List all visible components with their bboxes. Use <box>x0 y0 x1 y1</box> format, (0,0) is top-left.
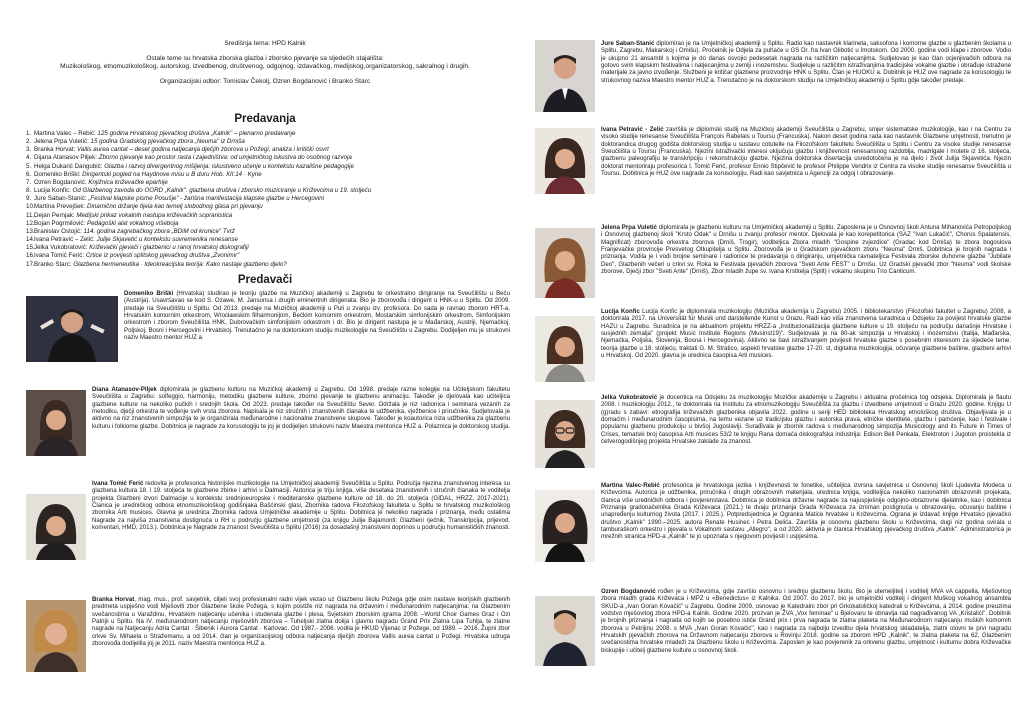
talk-title: Dinamično držanje tijela kao temelj slobodnog glasa pri pjevanju <box>86 203 263 211</box>
talk-author: Dejan Pernjak: <box>34 211 75 219</box>
photo-tomic <box>26 494 86 560</box>
talk-number: 10. <box>26 203 35 211</box>
talk-title: Julije Skjavetić u kontekstu suvremenika renesanse <box>96 236 238 244</box>
bio-horvat-body: , mag. mus., prof. savjetnik, ciljeli svoj profesionalni radni vijek vezao uz Glazbenu školu Požega gdje osim nastave teorijskih glazbenih predmeta uspješno vodi Mješoviti zbor Glazbene škole Požega, s kojim postiže niz nagrada na državnim i međunarodnim natjecanjima: na Glazbenim svečanostima u Varaždinu, Hrvatskim natjecanju učenika i studenata glazbe i plesa, Svjetskim zborskim igrama 2008. –World Choir Games Graz i Ozi Patrijii u Splitu. Na IV. međunarodnom natjecanju mješovitih zborova – Tuheljski zlatna dolija i glavnu nagradu Grand Prix Zlatna Lipa Tuhlja, te zlatne nagrade na Natjecanju Adria Cantat · Šibenik i Aurora Cantat · Karlovac. Od 1987.- 2006. vodila je HKUD Vijenac iz Požege, od 1989. – 2016. Župni zbor crkve Sv. Mihaela u Stražemanu, a od 2014. član je organizacijskog odbora natjecanja dječjih zborova Vallis aurea cantat u Požegi. Hrvatska udruga zborovođa dodijelila joj je 2011. naziv Maestra mentorica HUZ a. <box>92 596 510 648</box>
talk-title: Pedagoški alat vokalnog višeboja <box>86 219 179 227</box>
talk-item <box>26 220 496 228</box>
bio-atanasov-text <box>92 386 510 472</box>
talk-title: Vallis aurea cantat – deset godina natjecanja dječjih zborova u Požegi, analiza i kritički osvrt <box>77 146 329 154</box>
talk-author: Bojan Pogrmilović: <box>34 219 86 227</box>
talk-author: Jelena Prpa Vuletić: <box>34 138 89 146</box>
photo-atanasov <box>26 390 86 456</box>
photo-konfic <box>535 316 595 382</box>
talk-author: Ozren Bogdanović: <box>34 178 87 186</box>
photo-petravic <box>535 128 595 194</box>
photo-valec <box>535 490 595 562</box>
talk-item <box>26 195 496 203</box>
bio-tomic-name: Ivana Tomić Ferić <box>92 480 144 487</box>
bio-bogdanovic-text <box>601 588 1011 722</box>
talk-number: 6. <box>26 170 32 178</box>
bio-saban-body: diplomirao je na Umjetničkoj akademiji u Splitu. Radio kao nastavnik klarineta, saksofona i komorne glazbe u glazbenim školama u Splitu, Zagrebu, Makarskoj i Omišu). Pročelnik je Odjela za puhače u GS Dr. fra Ivan Glibotić u Imotskom. Od 2000. godine vodi klape i zborove. Vodio je ukupno 21 ansambl s kojima je do danas osvojio pedesetak nagrada na različitim natjecanjima. Sudjelovao je kao član ocjenjivačkih odbora na gotovo svim klapskim festivalima i natjecanjima u zemlji i inozemstvu. Sudjeluje u različitim istraživanjima tradicijske vokalne glazbe i obrađuje istražene materijale za javno izvođenje. Službeni je kritičar glazbene proizvodnje HNK u Splitu. Član je HUOKU a. Dobitnik je HUZ ove nagrade za korusologiju te strukovnog naziva Maestro mentor HUZ a. Trenutačno je na doktorskom studiju na Umjetničkoj akademiji u Splitu gdje također predaje. <box>601 40 1011 84</box>
bio-valec-text <box>601 482 1011 586</box>
talk-item <box>26 130 496 138</box>
talk-number: 15. <box>26 244 35 252</box>
talk-title: 125 godina Hrvatskog pjevačkog društva „Kalnik" – plenarno predavanje <box>97 130 296 137</box>
bio-horvat-name: Branka Horvat <box>92 596 135 603</box>
talk-item <box>26 236 496 244</box>
bio-tomic-body: redovita je profesorica historijske muzikologije na Umjetničkoj akademiji Sveučilišta u Splitu. Područja njezina znanstvenog interesa su glazbena kultura 18. i 19. stoljeća te glazbene zbirke i arhivi u Dalmaciji. Autorica je triju knjiga, više desetaka znanstvenih i stručnih članaka te voditelja projekta Glazbeni izvori Dalmacije u kontekstu srednjoeuropske i mediteranske glazbene kulture od 18. do 20. stoljeća (GIDAL, HRZZ, 2017-2021). Članica je uredničkog odbora etnomuzikološkog godišnjaka Bašćinski glasi, Zbornika radova Filozofskog fakulteta u Splitu te hrvatskog muzikološkog zbornika Arti musices. Glavna je urednica Zbornika radova Umjetničke akademije u Splitu. Dobitnica je nekoliko nagrada i priznanja, među ostalima Nagrade za najviša znanstvena dostignuća u RH u području glazbene umjetnosti (za knjigu Julije Bajamonti: Glazbeni rječnik. Transkripcija, prijevod, komentari, HMD, 2013.). Dobitnica je Nagrade za znanost Sveučilišta u Splitu (2016) za dosadašnji znanstveni doprinos u području humanističkih znanosti. <box>92 480 510 532</box>
talk-title: 114. godina zagrebačkog zbora „BDiM od krunice" Tvrž <box>83 227 235 235</box>
bio-vukobratovic-text <box>601 394 1011 480</box>
central-theme: Središnja tema: HPD Kalnik <box>224 40 306 47</box>
talk-item <box>26 203 496 211</box>
talks-heading: Predavanja <box>234 113 296 125</box>
talk-author: Domeniko Briški: <box>34 170 81 178</box>
talk-author: Branko Starc: <box>34 260 72 268</box>
bio-valec <box>527 482 1011 586</box>
bio-bogdanovic-name: Ozren Bogdanović <box>601 588 656 595</box>
talk-number: 17. <box>26 260 35 268</box>
talk-number: 5. <box>26 162 32 170</box>
photo-bogdanovic <box>535 596 595 666</box>
bio-vukobratovic-body: je docentica na Odsjeku za muzikologiju Muzičke akademije u Zagrebu i aktualna pročelnica tog odsjeka. Diplomirala je flautu 2008. i muzikologiju 2012., te doktorirala na Institutu za etnomuzikologiju Sveučilišta za glazbu i izvedbene umjetnosti u Grazu 2020. godine. Knjigu U (g)radu s zabavi: etnografija križevačkih glazbenika objavila 2022. godine u seriji HED biblioteka Hrvatskog etnološkog društva. Objavljivala je u domaćim i međunarodnim časopisima, na temu vezane uz tradicijsku glazbu i autorska prava, etničke identitete, glazbu i pamćenje, kao i festivale i popularnu glazbenu produkciju u bivšoj Jugoslaviji. Surađivala je zbornik radova s međunarodnog simpozija Musicology and its Future in Times of Crises, tematski broj časopisa Arti musices 53/2 te knjigu Rana domaća diskografska industrija: Edison Bell Penkala, Elektroton i Jugoton proistekla iz četverogodišnjeg projekta Hrvatske zaklade za znanost. <box>601 394 1011 446</box>
bio-prpa-name: Jelena Prpa Vuletić <box>601 224 657 231</box>
talk-author: Martina Valec – Rebić: <box>34 130 96 137</box>
talk-item <box>26 212 496 220</box>
talk-title: Glazba i razvoj divergentnog mišljenja: iskustveno učenje u kontekstu kazališne pedagogije <box>104 162 354 170</box>
talk-title: Od Glazbenog zavoda do OORD „Kalnik": glazbena društva i zborsko muziciranje u Križevcima u 19. stoljeću <box>72 187 372 195</box>
photo-saban <box>535 40 595 112</box>
talk-author: Branka Horvat: <box>34 146 76 154</box>
talk-item <box>26 252 496 260</box>
talk-number: 8. <box>26 187 32 195</box>
talk-number: 13. <box>26 227 35 235</box>
talk-author: Helga Dukarić Dangubić: <box>34 162 103 170</box>
talk-number: 14. <box>26 236 35 244</box>
bio-prpa <box>527 224 1011 306</box>
talk-author: Branislav Ostojić: <box>34 227 82 235</box>
talk-title: Zborno pjevanje kao prostor rasta i zajedništva: od umjetničkog iskustva do osobnog razvoja <box>98 154 352 162</box>
bio-atanasov <box>20 386 510 472</box>
talk-title: Dirigentski pogled na Haydnove misu u B duru Hob. XII:14 · Kyrie <box>82 170 262 178</box>
bio-saban-name: Jure Šaban-Stanić <box>601 40 655 47</box>
talk-item <box>26 154 496 162</box>
bio-saban <box>527 40 1011 122</box>
speakers-heading: Predavači <box>237 274 293 286</box>
bio-saban-text <box>601 40 1011 122</box>
bio-vukobratovic-name: Jelka Vukobratović <box>601 394 658 401</box>
bio-horvat <box>20 596 510 722</box>
bio-konfic-body: Lucija Konfic je diplomirala muzikologiju (Muzička akademija u Zagrebu) 2005. i bibliotekarstvo (Filozofski fakultet u Zagrebu) 2008, a doktorirala 2017. na Universität für Musik und darstellende Kunst u Grazu. Radi kao viša znanstvena suradnica u Odsjeku za povijest hrvatske glazbe HAZU u Zagrebu. Suradnica je na aktualnom projektu HRZZ-a „Institucionalizacija glazbene kulture u 19. stoljeću na području današnje Hrvatske i susjednih zemalja" (projekt Music Institute Regions (Musinst19)". Sudjelovala je na 80-ak simpozija u Hrvatskoj i inozemstvu (Italija, Mađarska, Njemačka, Poljska, Slovenija, Bosna i Hercegovina). Aktivno se bavi istraživanjem povijesti hrvatske glazbe s posebnim interesom za sljedeće teme: teorija glazbe u 18. stoljeću, traktati G. M. Stratico, aspekti hrvatske glazbe 17-20. st, digitalna muzikologija, očuvanje glazbene baštine, glazbeni arhivi u Hrvatskoj. Od 2020. glavna je urednica časopisa Arti musices. <box>601 308 1011 360</box>
talk-title: „Festival klapske pisme Posušje" - žarišna manifestacija klapske glazbe u Hercegovini <box>88 195 325 203</box>
talk-number: 2. <box>26 138 32 146</box>
bio-bogdanovic <box>527 588 1011 722</box>
bio-atanasov-body: diplomirala je glazbenu kulturu na Muzičkoj akademiji u Zagrebu. Od 1998. predaje razne kolegije na Učiteljskom fakultetu Sveučilišta u Zagrebu: solfeggio, harmoniju, metodiku glazbene kulture, zborno pjevanje te glazbenu animaciju. Također je djelovala kao učiteljica glazbene kulture na nekoliko pučkih i srednjih škola. Od 2023. predaje također na Sveučilištu Sever. Održala je niz radionica i seminara vezanih za metodiku, dječji orkestra te vođenje svih vrsta zborova. Napisala je niz stručnih i znanstvenih članaka te udžbenika, vježbenice i priručnike. Sudjelovala je aktivno na niz znanstvenih simpozija te je organizirala međunarodne i nacionalne znanstvene skupove. Također je koautorica niza udžbenika za glazbenu kulturu i folklorne glazbe. Dobitnica je nagrade za korusologiju te joj je dodijeljen strukovni naziv Maestra mentorica HUZ a. Polaznica je doktorskog studija. <box>92 386 510 430</box>
other-topics-line2: Muzikološkog, etnomuzikološkog, autorskog, izvedbenog, društvenog, odgojnog, izdavačkog, medijskog,organizatorskog, sakralnog i drugih. <box>60 63 470 71</box>
talk-title: Glazbena hermeneutika · Ideokreacijska teorija: Kako nastaje glazbeno djelo? <box>73 260 287 268</box>
photo-briski <box>26 296 118 362</box>
talk-title: Knjižnica križevačke eparhije <box>88 178 168 186</box>
talk-author: Lucija Konfic: <box>34 187 71 195</box>
other-topics <box>20 55 510 72</box>
bio-prpa-body: diplomirala je glazbenu kulturu na Umjetničkoj akademiji u Splitu. Zaposlena je u Osnovnoj školi Antuna Mihanovića Petropoljskog i Osnovnoj glazbenoj školi "Krsto Odak" u Drnišu u zvanju profesor mentor. Djelovala je kao korepetitorica (SAZ "Ivan Lukačić", Chorus Spalatensis, Magnificat) zborovođa orkestra zborova (Drniš, Trogir), voditeljica Zbora mladih "Gospine zvjezdice" (Gradac kod Drniša) te zbora bogoslova Franjevačke provincije Presvetog Otkupitelja u Splitu. Zborovođa je u Gradskom pjevačkom zboru "Neuma" Drniš. Dobitnica je brojnih nagrada i priznanja. Vodila je i vodi brojne seminare i radionice te predavanja o dirigiranju, umjetnička ravnateljica Festivala zborske duhovne glazbe "Jubilate Deo", Glazbenih večeri u crkvi sv. Roka te Festivala pjevačkih zborova "Sveti Ante FEST" u Drnišu. Uz Gradski pjevački zbor "Neuma" vodi školske zborove, Dječji zbor "Sveti Ante" (Drniš), Zbor mladih župe sv. Ivana Krstitelja (Split) i vokalnu skupinu Trio Canticum. <box>601 224 1011 276</box>
bio-vukobratovic <box>527 394 1011 480</box>
talk-number: 9. <box>26 195 32 203</box>
talk-item <box>26 171 496 179</box>
bio-valec-body: profesorica je hrvatskoga jezika i književnosti te fonetike, učiteljica izvrsna savjetnica u Osnovnoj školi Ljudevita Modeca u Križevcima. Autorica je udžbenika, priručnika i drugih obrazovnih materijala, urednica knjiga, voditeljica nekoliko nacionalnih obrazovnih projekata, članica više uredničkih odbora i povjerenstava. Dobitnica je dobitnica državne nagrade za najuspješnije odgojno-obrazovne djelatnike, kao i dobitnica Priznanja gradonačelnika Grada Križevaca (2021.) te dvaju priznanja Grada Križevaca za izniman postignuća u obrazovanju, očuvanju baštine i unapređenju kulturnog života (2017. i 2025.). Potpredsjednica je Ogranka Matice hrvatske u Križevcima. Ograna je izdavač knjige Hrvatsko pjevačko društvo „Kalnik" 1990.–2025. autora Renate Husinec i Petra Delića. Završila je osnovnu glazbenu školu u Križevcima, dugi niz godina svirala u tamburaškom orkestru i pjevala u Vokalnom sastavu „Allegro", a od 2020. aktivna je članica Hrvatskog pjevačkog društva „Kalnik". Administratorica je mrežnih stranica HPD-a „Kalnik" te jo upoznata s njegovom povijesti i uspjesima. <box>601 482 1011 541</box>
intro-block <box>20 40 510 92</box>
bio-konfic-name: Lucija Konfic <box>601 308 640 315</box>
talk-author: Martina Prevejšek: <box>34 203 86 211</box>
talk-number: 16. <box>26 252 35 260</box>
talk-author: Ivana Tomić Ferić: <box>34 252 85 260</box>
talk-author: Jelka Vukobratović: <box>34 244 88 252</box>
bio-briski-name: Domeniko Briški <box>124 290 174 297</box>
other-topics-line1: Ostale teme su hrvatska zborska glazba i zborsko pjevanje sa sljedećih stajališta: <box>146 54 384 62</box>
bio-prpa-text <box>601 224 1011 306</box>
organizing-committee: Organizacijski odbor: Tomislav Čekolj, Ozren Bogdanović i Branko Starc <box>159 77 371 85</box>
bio-tomic-text <box>92 480 510 590</box>
talk-title: Križevački pjevači i glazbenici u ranoj hrvatskoj diskografiji <box>89 244 249 252</box>
talk-number: 4. <box>26 154 32 162</box>
talk-author: Ivana Petravić – Zelić: <box>34 236 95 244</box>
talk-item <box>26 244 496 252</box>
talk-number: 1. <box>26 130 32 137</box>
bio-tomic <box>20 480 510 590</box>
talk-item <box>26 163 496 171</box>
bio-petravic-text <box>601 126 1011 222</box>
bio-briski-text <box>124 290 510 380</box>
bio-briski-body: (Hrvatska) studirao je teoriju glazbe na Muzičkoj akademiji u Zagrebu te orkestralno dirigiranje na Sveučilištu u Beču (Austrija). Usavršavao se kod S. Ozawe, M. Jansonsa i drugih eminentnih dirigenata. Bio je zborovođa i dirigent u HNK-u u Splitu. Od 2009. predaje na Sveučilištu u Splitu. Od 2013. predaje na Muzičkoj akademiji u Puli u zvanju izv. profesora. Do sada je ravnao zborom HRT-a, Hrvatskim komornim orkestrom, Wrocławskim filharmonijom, Bečkim komornim orkestrom, Mostarskim simfonijskim orkestrom, Simfonijskim orkestrom i zborom Sveučilišta HNK, Dubrovačkim simfonijskim orkestrom i dr. Bio je dirigent nastupa je u Mađarskoj, Austriji, Njemačkoj, Poljskoj, Bosni i Hercegovini i Hrvatskoj. Trenutačno je na doktorskom studiju muzikologije na Sveučilištu u Zagrebu. Dodijeljen mu je strukovni naziv Maestro mentor HUZ a. <box>124 290 510 342</box>
bio-konfic <box>527 308 1011 394</box>
talk-number: 7. <box>26 178 32 186</box>
bio-petravic-body: završila je diplomski studij na Muzičkoj akademiji Sveučilišta u Zagrebu, smjer sistematske muzikologije, kao i na Centru za visoko studije renesanse Sveučilišta François Rabelais u Toursu (Francuska). Nakon deset godina rada kao nastavnik Glazbene umjetnosti, trenutno je doktorandica drugog godišta doktorskog studija u sustavu cotutelle na Filozofskom fakultetu Sveučilišta u Splitu i Centru za visoke studije renesanse Sveučilišta u Toursu (Francuska). Njezini istraživački interesi uključuju glazbu i književnost renesansnog razdoblja, madrigale i motete iz 16. stoljeća, glazbenu paleografiju te transkripciju i rekonstrukciju glazbe. Njezina doktorska disertacija usredotočena je na djelo i život Julija Skjavetića. Njezin doktorat mentoriraju profesorica I. Tomić Ferić, profesor Ennio Stipčević te profesor Philippe Vendrix iz Centra za visoke studije renesanse Sveučilišta u Toursu. Dobitnica je HUZ ove nagrade za korusologiju. Radi kao savjetnica u Agenciji za odgoj i obrazovanje. <box>601 126 1011 178</box>
talk-item <box>26 146 496 154</box>
bio-konfic-text <box>601 308 1011 394</box>
talk-number: 12. <box>26 219 35 227</box>
talk-item <box>26 261 496 269</box>
talk-title: Crtice iz povijesti splitskog pjevačkog društva „Zvonimir" <box>85 252 240 260</box>
talk-item <box>26 179 496 187</box>
talk-item <box>26 228 496 236</box>
talk-number: 11. <box>26 211 35 219</box>
talk-number: 3. <box>26 146 32 154</box>
talk-item <box>26 138 496 146</box>
talk-item <box>26 187 496 195</box>
bio-horvat-text <box>92 596 510 722</box>
bio-petravic-name: Ivana Petravić - Zelić <box>601 126 664 133</box>
talk-title: 15 godina Gradskog pjevačkog zbora „Neuma" iz Drniša <box>90 138 245 146</box>
photo-horvat <box>26 600 86 672</box>
bio-bogdanovic-body: rođen je u Križevcima, gdje završio osnovnu i srednju glazbenu školu. Bio je utemeljitelj i voditelj MVA vA cappella, Mješovitog zbora mladih grada Križevaca i MPZ u «Benedictus» iz Kalnika. Od 2007. do 2017. bio je umjetnički voditelj i dirigent Muškog vokalnog ansambla SKUD-a „Ivan Goran Kovačić" u Zagrebu. Godine 2009. osnovao je Katedralni zbor pri Grkokatoličkoj katedrali u Križevcima, a 2014. godine preuzima vodstvo mješovitog zbora HPD-a Kalnik. Godine 2020. prozvan je ŽVA „Vox feminae" u Bjelovaru te obnavlja rad nagrađivanog VA „Kristalići". Dobitnik je brojnih priznanja i nagrada od kojih se posebno ističe Grand prix i prva nagrada te zlatna plaketa na Međunarodnom natjecanju muških komornih zborova u Petrijinu 2008. s MVA „Ivan Goran Kovačić", kao i nagrada za najbolju izvedbu djela hrvatskog skladatelja, zlatni olovni te prvi nagradu Hrvatskih pjevačkih zborova na Državnom natjecanju zborova u Rovinju 2018. godine sa zborom HPD „Kalnik", te zlatna plaketa na 62. Glazbenim svečanostima hrvatske mladeži za Glazbenu školu u Križevcima. Zaposlen je kao povjerenik za orkvenu glazbu, umjetnost i kulturnu dobra Križevačke biskupije i učitelj glazbene kulture u osnovnoj školi. <box>601 588 1011 654</box>
talk-author: Dijana Atanasov Piljek: <box>34 154 97 162</box>
bio-petravic <box>527 126 1011 222</box>
talk-author: Jure Šaban-Stanić: <box>34 195 87 203</box>
bio-atanasov-name: Diana Atanasov-Piljek <box>92 386 157 393</box>
photo-vukobratovic <box>535 400 595 468</box>
bio-valec-name: Martina Valec-Rebić <box>601 482 660 489</box>
talk-title: Medijski prikaz vokalnih nastupa križevačkih sopranistica <box>76 211 233 219</box>
bio-briski <box>20 290 510 380</box>
photo-prpa <box>535 228 595 298</box>
talks-list <box>26 130 496 269</box>
